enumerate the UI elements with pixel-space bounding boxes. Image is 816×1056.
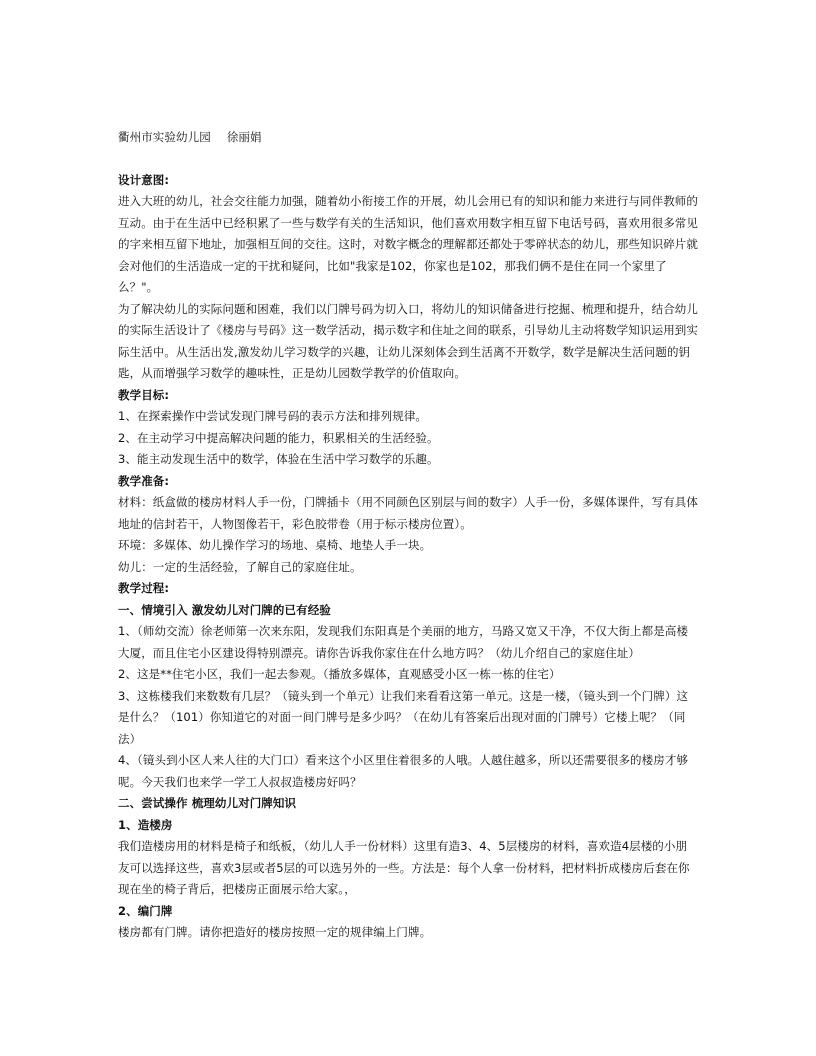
section-1-item: 2、这是**住宅小区，我们一起去参观。（播放多媒体，直观感受小区一栋一栋的住宅） xyxy=(118,667,561,681)
prep-heading: 教学准备: xyxy=(118,473,170,488)
section-1-item: 3、这栋楼我们来数数有几层？（镜头到一个单元）让我们来看看这第一单元。这是一楼，（镜头到一个门牌）这是什么？（101）你知道它的对面一间门牌号是多少吗？（在幼儿有答案后出现对面的门牌号）它楼上呢？（同法） xyxy=(118,688,689,746)
design-heading: 设计意图: xyxy=(118,172,170,187)
prep-environment: 环境：多媒体、幼儿操作学习的场地、桌椅、地垫人手一块。 xyxy=(118,538,432,552)
section-1-item: 1、（师幼交流）徐老师第一次来东阳，发现我们东阳真是个美丽的地方，马路又宽又干净，不仅大街上都是高楼大厦，而且住宅小区建设得特别漂亮。请你告诉我你家住在什么地方吗？（幼儿介绍自己的家庭住址） xyxy=(118,624,689,660)
goal-item: 2、在主动学习中提高解决问题的能力，积累相关的生活经验。 xyxy=(118,430,439,445)
goal-item: 3、能主动发现生活中的数学，体验在生活中学习数学的乐趣。 xyxy=(118,452,439,466)
section-2-title: 二、尝试操作 梳理幼儿对门牌知识 xyxy=(118,796,297,810)
subsection-1-title: 1、造楼房 xyxy=(118,817,173,832)
prep-children: 幼儿：一定的生活经验，了解自己的家庭住址。 xyxy=(118,559,362,574)
goal-item: 1、在探索操作中尝试发现门牌号码的表示方法和排列规律。 xyxy=(118,409,428,423)
subsection-1-text: 我们造楼房用的材料是椅子和纸板，（幼儿人手一份材料）这里有造3、4、5层楼房的材料，喜欢造4层楼的小朋友可以选择这些，喜欢3层或者5层的可以选另外的一些。方法是：每个人拿一份材料，把材料折成楼房后套在你现在坐的椅子背后，把楼房正面展示给大家。， xyxy=(118,839,690,896)
document-page xyxy=(118,127,698,944)
design-paragraph-1: 进入大班的幼儿，社会交往能力加强，随着幼小衔接工作的开展，幼儿会用已有的知识和能力来进行与同伴教师的互动。由于在生活中已经积累了一些与数学有关的生活知识，他们喜欢用数字相互留下电话号码，喜欢用很多常见的字来相互留下地址，加强相互间的交往。这时，对数字概念的理解都还都处于零碎状态的幼儿，那些知识碎片就会对他们的生活造成一定的干扰和疑问，比如"我家是102，你家也是102，那我们俩不是住在同一个家里了么？"。 xyxy=(118,194,698,294)
process-heading: 教学过程: xyxy=(118,581,170,595)
prep-materials: 材料：纸盒做的楼房材料人手一份，门牌插卡（用不同颜色区别层与间的数字）人手一份，多媒体课件，写有具体地址的信封若干，人物图像若干，彩色胶带卷（用于标示楼房位置）。 xyxy=(118,495,698,531)
author-line xyxy=(118,127,698,149)
author-name: 徐丽娟 xyxy=(226,130,262,144)
design-paragraph-2: 为了解决幼儿的实际问题和困难，我们以门牌号码为切入口，将幼儿的知识储备进行挖掘、梳理和提升，结合幼儿的实际生活设计了《楼房与号码》这一数学活动，揭示数字和住址之间的联系，引导幼儿主动将数学知识运用到实际生活中。从生活出发,激发幼儿学习数学的兴趣，让幼儿深刻体会到生活离不开数学，数学是解决生活问题的钥匙，从而增强学习数学的趣味性，正是幼儿园数学教学的价值取向。 xyxy=(118,301,698,380)
subsection-2-text: 楼房都有门牌。请你把造好的楼房按照一定的规律编上门牌。 xyxy=(118,925,432,939)
section-1-title: 一、情境引入 激发幼儿对门牌的已有经验 xyxy=(118,602,331,617)
subsection-2-title: 2、编门牌 xyxy=(118,903,173,918)
section-1-item: 4、（镜头到小区人来人往的大门口）看来这个小区里住着很多的人哦。人越住越多，所以还需要很多的楼房才够呢。今天我们也来学一学工人叔叔造楼房好吗？ xyxy=(118,753,689,789)
goals-heading: 教学目标: xyxy=(118,387,170,402)
school-name: 衢州市实验幼儿园 xyxy=(118,130,211,144)
